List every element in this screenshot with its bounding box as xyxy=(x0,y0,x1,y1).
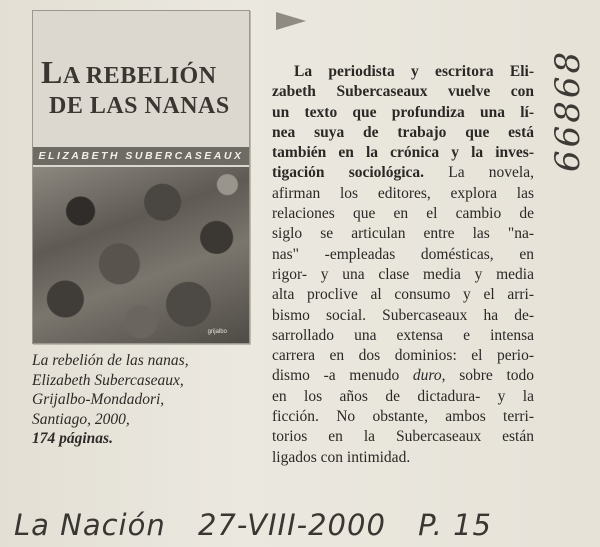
source-date: 27-VIII-2000 xyxy=(197,508,386,542)
article-emphasis: duro xyxy=(412,367,442,385)
article-fragment: La novela, xyxy=(424,164,534,182)
book-cover-author: ELIZABETH SUBERCASEAUX xyxy=(33,147,249,165)
article-line: en los años de dictadura- y la xyxy=(272,387,534,405)
article-line: sarrollado una extensa e intensa xyxy=(272,326,534,344)
caption-line: Grijalbo-Mondadori, xyxy=(32,391,165,408)
arrow-marker-icon xyxy=(276,12,306,30)
title-line-2: DE LAS NANAS xyxy=(49,93,230,119)
caption-line: 174 páginas. xyxy=(32,430,113,447)
article-line: siglo se articulan entre las "na- xyxy=(272,225,534,243)
article-line: zabeth Subercaseaux vuelve con xyxy=(272,83,534,101)
article-line: ficción. No obstante, ambos terri- xyxy=(272,408,534,426)
article-fragment: tigación sociológica. xyxy=(272,164,425,182)
article-fragment: dismo -a menudo xyxy=(272,367,413,385)
article-fragment: , sobre todo xyxy=(441,367,535,385)
caption-line: La rebelión de las nanas, xyxy=(32,352,189,369)
article-line: nea suya de trabajo que está xyxy=(272,123,534,141)
caption-line: Elizabeth Subercaseaux, xyxy=(32,371,184,389)
article-line: bismo social. Subercaseaux ha de- xyxy=(272,306,534,324)
book-cover xyxy=(32,10,250,344)
book-cover-title xyxy=(41,54,251,121)
title-line-1: A REBELIÓN xyxy=(62,63,217,89)
article-body xyxy=(272,62,534,468)
handwritten-archive-number: 66868 xyxy=(548,48,588,172)
book-caption xyxy=(32,351,262,449)
article-line: afirman los editores, explora las xyxy=(272,184,534,202)
caption-line: Santiago, 2000, xyxy=(32,410,130,428)
source-name: La Nación xyxy=(14,508,166,542)
article-line: La periodista y escritora Eli- xyxy=(294,63,534,80)
article-line: también en la crónica y la inves- xyxy=(272,144,534,162)
handwritten-source-note xyxy=(14,505,534,545)
article-line: carrera en dos dominios: el perio- xyxy=(272,347,534,365)
article-line: rigor- y una clase media y media xyxy=(272,265,534,283)
article-line: relaciones que en el cambio de xyxy=(272,205,534,223)
article-line: nas" -empleadas domésticas, en xyxy=(272,245,534,263)
article-line: ligados con intimidad. xyxy=(272,448,411,466)
title-initial: L xyxy=(41,54,63,90)
book-cover-illustration xyxy=(33,167,249,343)
article-line xyxy=(272,366,534,386)
article-line: un texto que profundiza una lí- xyxy=(272,103,534,121)
publisher-mark: grijalbo xyxy=(207,329,227,335)
article-line: alta proclive al consumo y el arri- xyxy=(272,286,534,304)
source-page: P. 15 xyxy=(418,508,492,542)
article-line xyxy=(272,163,534,183)
article-line: torios en la Subercaseaux están xyxy=(272,428,534,446)
